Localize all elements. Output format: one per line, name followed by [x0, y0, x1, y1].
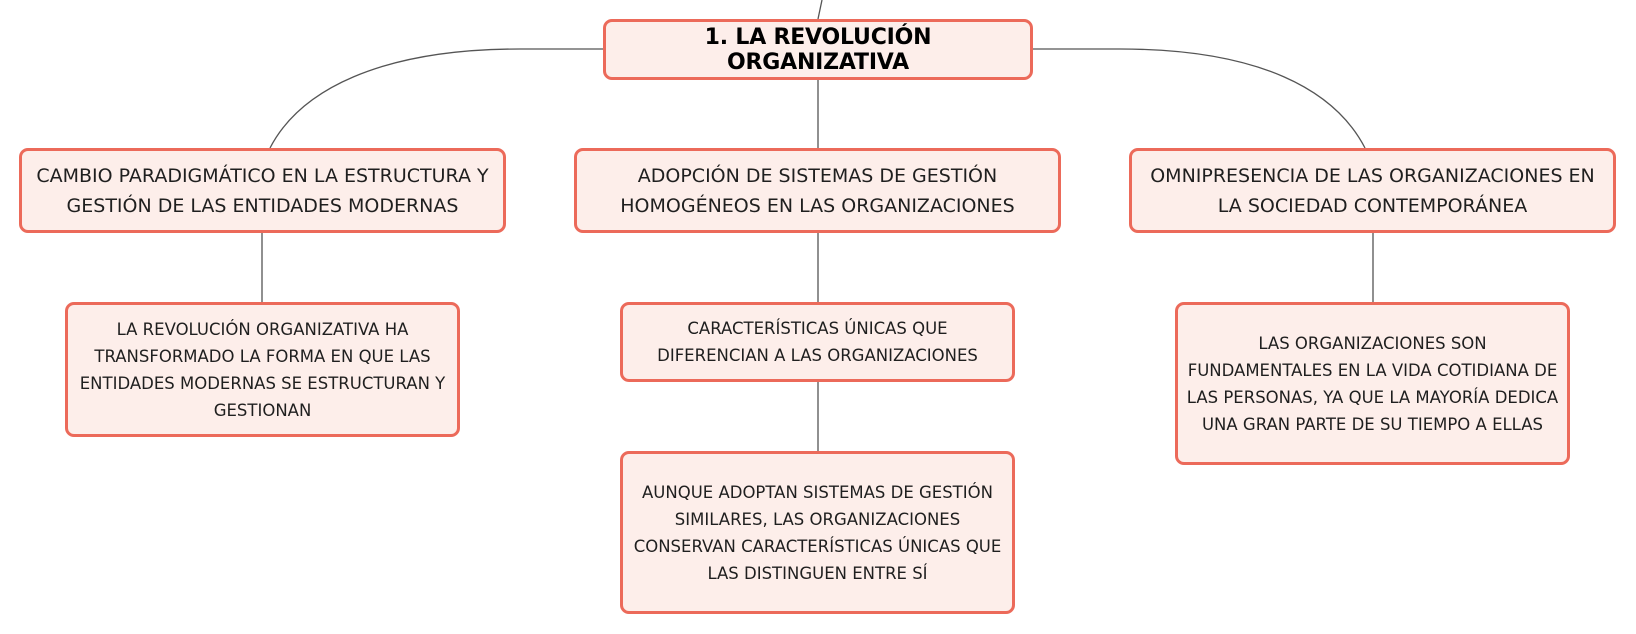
leaf-node-transformation[interactable] [65, 302, 460, 437]
leaf-node-similar-systems[interactable] [620, 451, 1015, 614]
root-node-label: 1. LA REVOLUCIÓN ORGANIZATIVA [704, 24, 932, 75]
leaf-node-label: CARACTERÍSTICAS ÚNICAS QUE DIFERENCIAN A LAS ORGANIZACIONES [657, 319, 978, 365]
branch-node-label: CAMBIO PARADIGMÁTICO EN LA ESTRUCTURA Y GESTIÓN DE LAS ENTIDADES MODERNAS [36, 164, 489, 217]
branch-node-omnipresence[interactable] [1129, 148, 1616, 233]
branch-node-label: ADOPCIÓN DE SISTEMAS DE GESTIÓN HOMOGÉNEOS EN LAS ORGANIZACIONES [620, 164, 1015, 217]
branch-node-label: OMNIPRESENCIA DE LAS ORGANIZACIONES EN LA SOCIEDAD CONTEMPORÁNEA [1150, 164, 1595, 217]
root-node[interactable] [603, 19, 1033, 80]
leaf-node-daily-life[interactable] [1175, 302, 1570, 465]
leaf-node-label: LAS ORGANIZACIONES SON FUNDAMENTALES EN LA VIDA COTIDIANA DE LAS PERSONAS, YA QUE LA MAYORÍA DEDICA UNA GRAN PARTE DE SU TIEMPO A ELLAS [1186, 333, 1559, 434]
connector-root-to-branch-3 [1033, 49, 1365, 148]
branch-node-homogeneous-systems[interactable] [574, 148, 1061, 233]
leaf-node-unique-characteristics[interactable] [620, 302, 1015, 382]
connector-parent-to-root [818, 0, 822, 19]
branch-node-paradigm-change[interactable] [19, 148, 506, 233]
connector-root-to-branch-1 [270, 49, 603, 148]
leaf-node-label: AUNQUE ADOPTAN SISTEMAS DE GESTIÓN SIMILARES, LAS ORGANIZACIONES CONSERVAN CARACTERÍSTICAS ÚNICAS QUE LAS DISTINGUEN ENTRE SÍ [633, 482, 1002, 583]
leaf-node-label: LA REVOLUCIÓN ORGANIZATIVA HA TRANSFORMADO LA FORMA EN QUE LAS ENTIDADES MODERNAS SE ESTRUCTURAN Y GESTIONAN [79, 319, 446, 420]
